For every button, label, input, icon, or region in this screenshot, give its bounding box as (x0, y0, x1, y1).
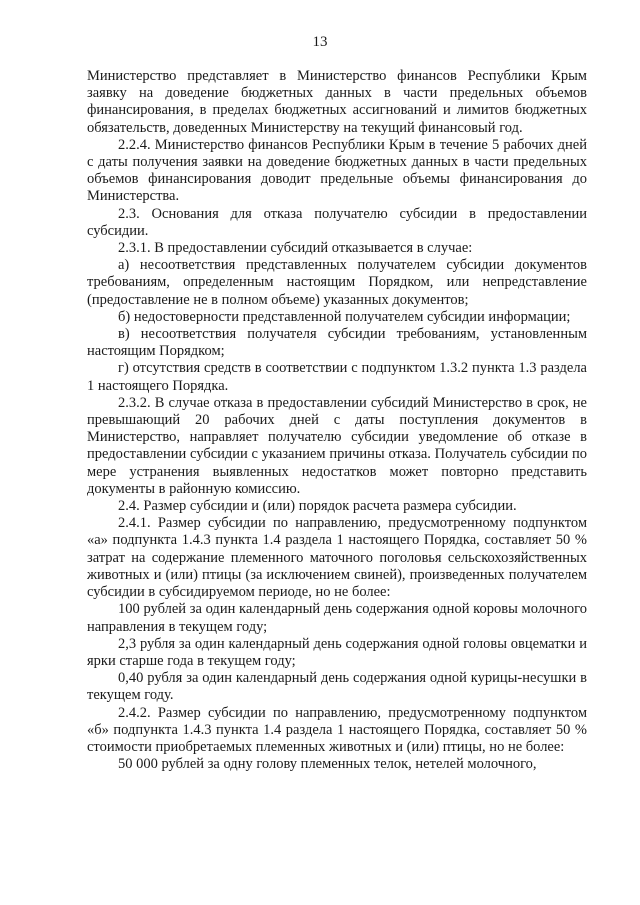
document-body (87, 68, 587, 773)
paragraph: 2.3. Основания для отказа получателю субсидии в предоставлении субсидии. (87, 205, 587, 239)
paragraph: 2.4.2. Размер субсидии по направлению, предусмотренному подпунктом «б» подпункта 1.4.3 пункта 1.4 раздела 1 настоящего Порядка, составляет 50 % стоимости приобретаемых племенных животных и (или) птицы, но не более: (87, 704, 587, 755)
page-number: 13 (312, 34, 328, 50)
paragraph: Министерство представляет в Министерство финансов Республики Крым заявку на доведение бюджетных данных в части предельных объемов финансирования, в пределах бюджетных ассигнований и лимитов бюджетных обязательств, доведенных Министерству на текущий финансовый год. (87, 68, 587, 136)
paragraph: 0,40 рубля за один календарный день содержания одной курицы-несушки в текущем году. (87, 670, 587, 704)
paragraph: в) несоответствия получателя субсидии требованиям, установленным настоящим Порядком; (87, 326, 587, 360)
paragraph: 50 000 рублей за одну голову племенных телок, нетелей молочного, (118, 756, 537, 773)
paragraph: 2.3.2. В случае отказа в предоставлении субсидий Министерство в срок, не превышающий 20 рабочих дней с даты поступления документов в Министерство, направляет получателю субсидии уведомление об отказе в предоставлении субсидии с указанием причины отказа. Получатель субсидии по мере устранения выявленных недостатков может повторно представить документы в районную комиссию. (87, 394, 587, 497)
paragraph: 2.4. Размер субсидии и (или) порядок расчета размера субсидии. (118, 498, 517, 515)
paragraph: 100 рублей за один календарный день содержания одной коровы молочного направления в текущем году; (87, 601, 587, 635)
paragraph: а) несоответствия представленных получателем субсидии документов требованиям, определенным настоящим Порядком, или непредставление (предоставление не в полном объеме) указанных документов; (87, 257, 587, 308)
paragraph: 2.2.4. Министерство финансов Республики Крым в течение 5 рабочих дней с даты получения заявки на доведение бюджетных данных в части предельных объемов финансирования доводит предельные объемы финансирования до Министерства. (87, 136, 587, 205)
paragraph: 2.3.1. В предоставлении субсидий отказывается в случае: (118, 240, 473, 257)
paragraph: б) недостоверности представленной получателем субсидии информации; (118, 308, 571, 325)
paragraph: 2.4.1. Размер субсидии по направлению, предусмотренному подпунктом «а» подпункта 1.4.3 пункта 1.4 раздела 1 настоящего Порядка, составляет 50 % затрат на содержание племенного маточного поголовья сельскохозяйственных животных и (или) птицы (за исключением свиней), произведенных получателем субсидии в субсидируемом периоде, но не более: (87, 515, 587, 601)
paragraph: 2,3 рубля за один календарный день содержания одной головы овцематки и ярки старше года в текущем году; (87, 635, 587, 669)
paragraph: г) отсутствия средств в соответствии с подпунктом 1.3.2 пункта 1.3 раздела 1 настоящего Порядка. (87, 360, 587, 394)
